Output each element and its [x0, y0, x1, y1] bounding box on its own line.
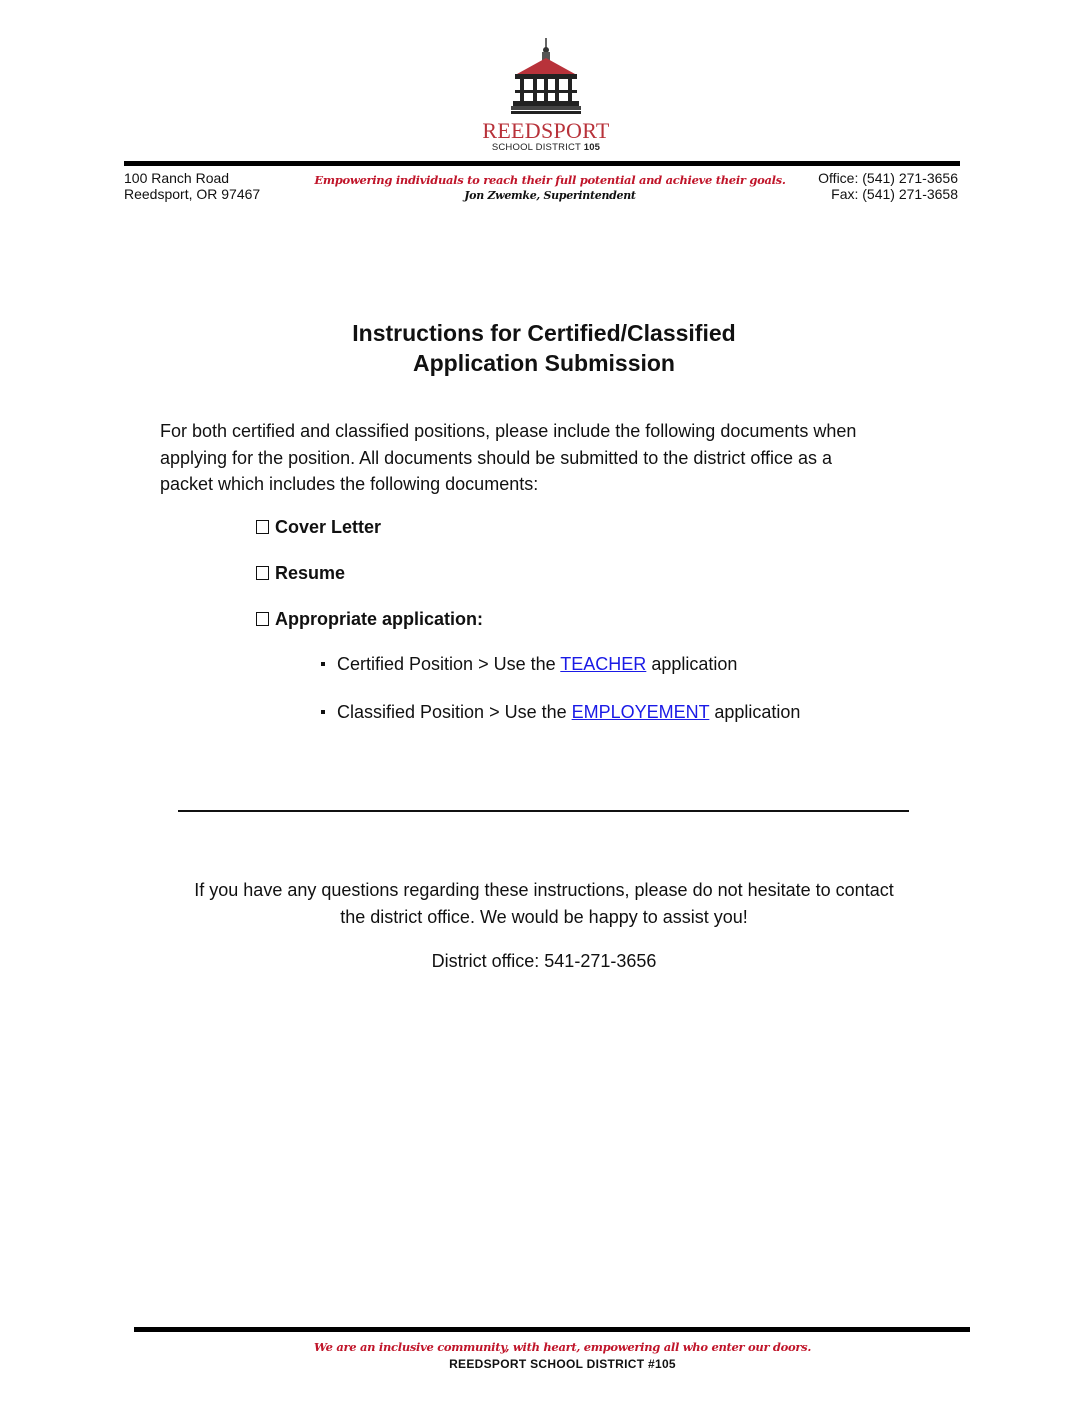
contact-paragraph [0, 877, 1088, 931]
office-phone: Office: (541) 271-3656 [818, 170, 958, 186]
footer-district-name: REEDSPORT SCHOOL DISTRICT #105 [449, 1357, 676, 1371]
checklist-item [256, 563, 345, 584]
section-divider [178, 810, 909, 812]
teacher-application-link[interactable]: TEACHER [560, 654, 647, 674]
page-title [0, 318, 1088, 378]
checkbox-icon [256, 566, 269, 580]
header-rule [124, 161, 960, 166]
footer-rule [134, 1327, 970, 1332]
intro-line-1: For both certified and classified positions, please include the following documents when [160, 421, 857, 441]
logo-name: REEDSPORT [482, 118, 610, 143]
gazebo-icon [511, 38, 581, 120]
application-bullet [321, 654, 737, 675]
superintendent: Jon Zwemke, Superintendent [464, 189, 636, 202]
motto-block [300, 173, 800, 203]
logo-sub-number: 105 [583, 142, 601, 153]
checklist-label: Resume [275, 563, 346, 583]
checklist-label: Appropriate application: [275, 609, 484, 629]
footer-motto: We are an inclusive community, with heart, empowering all who enter our doors. [313, 1340, 812, 1354]
district-logo [466, 36, 626, 160]
intro-line-3: packet which includes the following documents: [160, 474, 539, 494]
bullet-prefix: Certified Position > Use the [337, 654, 561, 674]
checklist-label: Cover Letter [275, 517, 382, 537]
checklist-item [256, 517, 381, 538]
fax-number: Fax: (541) 271-3658 [831, 186, 958, 202]
logo-sub-prefix: SCHOOL DISTRICT [491, 142, 584, 153]
district-phone: District office: 541-271-3656 [431, 951, 657, 971]
address-block [124, 170, 260, 202]
intro-line-2: applying for the position. All documents should be submitted to the district office as a [160, 447, 833, 468]
logo-subtitle [466, 142, 626, 153]
contact-line-1: If you have any questions regarding these instructions, please do not hesitate to contact [194, 880, 894, 900]
bullet-icon [321, 662, 325, 666]
employment-application-link[interactable]: EMPLOYEMENT [571, 702, 710, 722]
intro-paragraph [160, 418, 960, 498]
checkbox-icon [256, 520, 269, 534]
bullet-suffix: application [646, 654, 738, 674]
contact-block [760, 170, 958, 202]
header-motto: Empowering individuals to reach their full potential and achieve their goals. [314, 173, 786, 187]
address-line-2: Reedsport, OR 97467 [124, 186, 261, 202]
contact-line-2: the district office. We would be happy to assist you! [340, 907, 748, 927]
checklist-item [256, 609, 483, 630]
application-bullet [321, 702, 800, 723]
address-line-1: 100 Ranch Road [124, 170, 230, 186]
title-line-1: Instructions for Certified/Classified [352, 320, 736, 346]
title-line-2: Application Submission [413, 350, 675, 376]
bullet-suffix: application [709, 702, 801, 722]
checkbox-icon [256, 612, 269, 626]
bullet-icon [321, 710, 325, 714]
bullet-prefix: Classified Position > Use the [337, 702, 572, 722]
